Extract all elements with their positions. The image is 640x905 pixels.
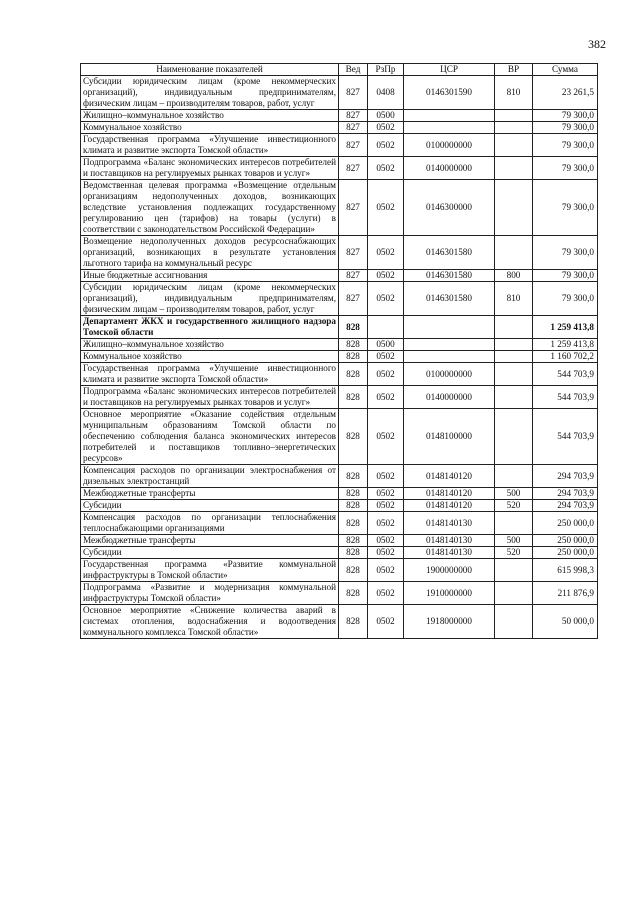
cell-vr: 810 (495, 282, 533, 316)
header-csr: ЦСР (404, 64, 495, 76)
cell-rzpr: 0502 (368, 351, 404, 363)
header-ved: Вед (339, 64, 368, 76)
cell-sum: 250 000,0 (533, 535, 598, 547)
cell-sum: 250 000,0 (533, 512, 598, 535)
cell-sum: 23 261,5 (533, 76, 598, 110)
cell-vr: 520 (495, 547, 533, 559)
cell-sum: 79 300,0 (533, 282, 598, 316)
cell-name: Основное мероприятие «Оказание содействия отдельным муниципальным образованиям Томской области по обеспечению соблюдения баланса экономических интересов потребителей и поставщиков топливно–энергетических ресурсов» (81, 409, 339, 465)
table-row (81, 605, 598, 639)
table-row (81, 386, 598, 409)
cell-vr: 810 (495, 76, 533, 110)
cell-ved: 828 (339, 582, 368, 605)
cell-name: Возмещение недополученных доходов ресурсоснабжающих организаций, возникающих в результате установления льготного тарифа на коммунальный ресурс (81, 236, 339, 270)
cell-name: Межбюджетные трансферты (81, 488, 339, 500)
cell-vr (495, 339, 533, 351)
cell-name: Жилищно–коммунальное хозяйство (81, 339, 339, 351)
table-row (81, 282, 598, 316)
table-row (81, 512, 598, 535)
cell-vr: 520 (495, 500, 533, 512)
cell-name: Иные бюджетные ассигнования (81, 270, 339, 282)
cell-csr: 0148140120 (404, 465, 495, 488)
table-row (81, 316, 598, 339)
cell-name: Подпрограмма «Развитие и модернизация коммунальной инфраструктуры Томской области» (81, 582, 339, 605)
cell-name: Субсидии (81, 500, 339, 512)
cell-rzpr: 0502 (368, 465, 404, 488)
cell-rzpr: 0502 (368, 500, 404, 512)
cell-ved: 828 (339, 363, 368, 386)
cell-csr: 0148100000 (404, 409, 495, 465)
table-row (81, 122, 598, 134)
table-row (81, 500, 598, 512)
cell-rzpr: 0502 (368, 282, 404, 316)
cell-rzpr (368, 316, 404, 339)
cell-csr: 0100000000 (404, 134, 495, 157)
cell-rzpr: 0502 (368, 157, 404, 180)
table-row (81, 270, 598, 282)
cell-csr: 0148140120 (404, 500, 495, 512)
header-name: Наименование показателей (81, 64, 339, 76)
cell-name: Ведомственная целевая программа «Возмещение отдельным организациям недополученных доходов, возникающих вследствие установления подлежащих государственному регулированию цен (тарифов) на товары (услуги) в соответствии с законодательством Российской Федерации» (81, 180, 339, 236)
cell-name: Компенсация расходов по организации электроснабжения от дизельных электростанций (81, 465, 339, 488)
table-row (81, 559, 598, 582)
cell-sum: 79 300,0 (533, 110, 598, 122)
table-row (81, 488, 598, 500)
cell-name: Компенсация расходов по организации теплоснабжения теплоснабжающими организациями (81, 512, 339, 535)
cell-vr (495, 465, 533, 488)
table-row (81, 351, 598, 363)
table-row (81, 236, 598, 270)
cell-vr (495, 363, 533, 386)
cell-vr (495, 605, 533, 639)
cell-csr (404, 351, 495, 363)
cell-csr: 0146301590 (404, 76, 495, 110)
cell-name: Департамент ЖКХ и государственного жилищного надзора Томской области (81, 316, 339, 339)
cell-ved: 828 (339, 547, 368, 559)
cell-sum: 615 998,3 (533, 559, 598, 582)
cell-vr (495, 110, 533, 122)
table-row (81, 339, 598, 351)
cell-name: Субсидии юридическим лицам (кроме некоммерческих организаций), индивидуальным предпринимателям, физическим лицам – производителям товаров, работ, услуг (81, 282, 339, 316)
cell-csr: 0146300000 (404, 180, 495, 236)
cell-rzpr: 0500 (368, 339, 404, 351)
table-row (81, 535, 598, 547)
cell-rzpr: 0502 (368, 134, 404, 157)
cell-sum: 79 300,0 (533, 236, 598, 270)
cell-ved: 828 (339, 316, 368, 339)
cell-rzpr: 0502 (368, 236, 404, 270)
cell-vr (495, 157, 533, 180)
cell-sum: 1 259 413,8 (533, 316, 598, 339)
cell-vr (495, 409, 533, 465)
cell-rzpr: 0408 (368, 76, 404, 110)
cell-ved: 827 (339, 180, 368, 236)
table-row (81, 180, 598, 236)
cell-vr (495, 386, 533, 409)
cell-sum: 294 703,9 (533, 500, 598, 512)
header-rzpr: РзПр (368, 64, 404, 76)
table-header-row (81, 64, 598, 76)
cell-csr: 0148140120 (404, 488, 495, 500)
cell-rzpr: 0502 (368, 488, 404, 500)
cell-name: Коммунальное хозяйство (81, 351, 339, 363)
table-row (81, 465, 598, 488)
cell-csr: 0146301580 (404, 236, 495, 270)
cell-rzpr: 0502 (368, 582, 404, 605)
cell-sum: 294 703,9 (533, 488, 598, 500)
budget-table (80, 63, 598, 639)
cell-sum: 79 300,0 (533, 157, 598, 180)
cell-csr: 0148140130 (404, 547, 495, 559)
cell-sum: 79 300,0 (533, 270, 598, 282)
cell-vr: 500 (495, 535, 533, 547)
cell-ved: 827 (339, 236, 368, 270)
cell-name: Подпрограмма «Баланс экономических интересов потребителей и поставщиков на регулируемых рынках товаров и услуг» (81, 386, 339, 409)
cell-rzpr: 0502 (368, 512, 404, 535)
cell-ved: 828 (339, 386, 368, 409)
cell-name: Межбюджетные трансферты (81, 535, 339, 547)
cell-name: Государственная программа «Улучшение инвестиционного климата и развитие экспорта Томской области» (81, 134, 339, 157)
table-row (81, 582, 598, 605)
cell-ved: 828 (339, 409, 368, 465)
table-row (81, 110, 598, 122)
cell-csr (404, 316, 495, 339)
cell-csr: 0140000000 (404, 157, 495, 180)
cell-csr (404, 110, 495, 122)
cell-csr: 0146301580 (404, 282, 495, 316)
cell-rzpr: 0500 (368, 110, 404, 122)
cell-csr: 0146301580 (404, 270, 495, 282)
cell-vr (495, 512, 533, 535)
cell-vr (495, 582, 533, 605)
cell-ved: 828 (339, 351, 368, 363)
table-row (81, 409, 598, 465)
cell-rzpr: 0502 (368, 605, 404, 639)
cell-vr: 800 (495, 270, 533, 282)
cell-vr (495, 134, 533, 157)
cell-csr: 0148140130 (404, 535, 495, 547)
cell-ved: 827 (339, 76, 368, 110)
cell-ved: 828 (339, 465, 368, 488)
cell-ved: 828 (339, 535, 368, 547)
cell-rzpr: 0502 (368, 363, 404, 386)
cell-ved: 827 (339, 110, 368, 122)
cell-ved: 827 (339, 134, 368, 157)
cell-ved: 828 (339, 605, 368, 639)
cell-csr: 0148140130 (404, 512, 495, 535)
cell-vr (495, 351, 533, 363)
table-row (81, 157, 598, 180)
cell-rzpr: 0502 (368, 122, 404, 134)
cell-rzpr: 0502 (368, 270, 404, 282)
cell-name: Основное мероприятие «Снижение количества аварий в системах отопления, водоснабжения и водоотведения коммунального комплекса Томской области» (81, 605, 339, 639)
cell-vr (495, 122, 533, 134)
cell-csr: 0100000000 (404, 363, 495, 386)
cell-rzpr: 0502 (368, 180, 404, 236)
cell-sum: 50 000,0 (533, 605, 598, 639)
cell-vr (495, 236, 533, 270)
cell-csr (404, 122, 495, 134)
cell-ved: 827 (339, 157, 368, 180)
table-row (81, 363, 598, 386)
cell-name: Государственная программа «Улучшение инвестиционного климата и развитие экспорта Томской области» (81, 363, 339, 386)
cell-csr: 0140000000 (404, 386, 495, 409)
cell-vr (495, 559, 533, 582)
cell-sum: 211 876,9 (533, 582, 598, 605)
cell-sum: 294 703,9 (533, 465, 598, 488)
cell-vr (495, 180, 533, 236)
cell-sum: 544 703,9 (533, 386, 598, 409)
cell-sum: 1 160 702,2 (533, 351, 598, 363)
cell-csr: 1910000000 (404, 582, 495, 605)
page-number: 382 (588, 37, 606, 51)
cell-ved: 827 (339, 270, 368, 282)
cell-sum: 250 000,0 (533, 547, 598, 559)
cell-sum: 79 300,0 (533, 122, 598, 134)
cell-ved: 828 (339, 500, 368, 512)
cell-sum: 1 259 413,8 (533, 339, 598, 351)
cell-sum: 79 300,0 (533, 180, 598, 236)
cell-sum: 79 300,0 (533, 134, 598, 157)
table-body (81, 76, 598, 639)
cell-rzpr: 0502 (368, 386, 404, 409)
header-sum: Сумма (533, 64, 598, 76)
cell-rzpr: 0502 (368, 547, 404, 559)
cell-name: Государственная программа «Развитие коммунальной инфраструктуры в Томской области» (81, 559, 339, 582)
cell-sum: 544 703,9 (533, 409, 598, 465)
cell-sum: 544 703,9 (533, 363, 598, 386)
cell-vr (495, 316, 533, 339)
cell-ved: 828 (339, 488, 368, 500)
cell-csr: 1918000000 (404, 605, 495, 639)
cell-name: Коммунальное хозяйство (81, 122, 339, 134)
cell-name: Подпрограмма «Баланс экономических интересов потребителей и поставщиков на регулируемых рынках товаров и услуг» (81, 157, 339, 180)
cell-name: Субсидии юридическим лицам (кроме некоммерческих организаций), индивидуальным предпринимателям, физическим лицам – производителям товаров, работ, услуг (81, 76, 339, 110)
cell-csr (404, 339, 495, 351)
cell-name: Жилищно–коммунальное хозяйство (81, 110, 339, 122)
cell-rzpr: 0502 (368, 409, 404, 465)
table-row (81, 76, 598, 110)
cell-ved: 828 (339, 559, 368, 582)
table-row (81, 547, 598, 559)
header-vr: ВР (495, 64, 533, 76)
cell-vr: 500 (495, 488, 533, 500)
cell-ved: 827 (339, 282, 368, 316)
cell-rzpr: 0502 (368, 559, 404, 582)
cell-csr: 1900000000 (404, 559, 495, 582)
cell-ved: 828 (339, 339, 368, 351)
cell-name: Субсидии (81, 547, 339, 559)
cell-ved: 828 (339, 512, 368, 535)
cell-ved: 827 (339, 122, 368, 134)
table-row (81, 134, 598, 157)
cell-rzpr: 0502 (368, 535, 404, 547)
